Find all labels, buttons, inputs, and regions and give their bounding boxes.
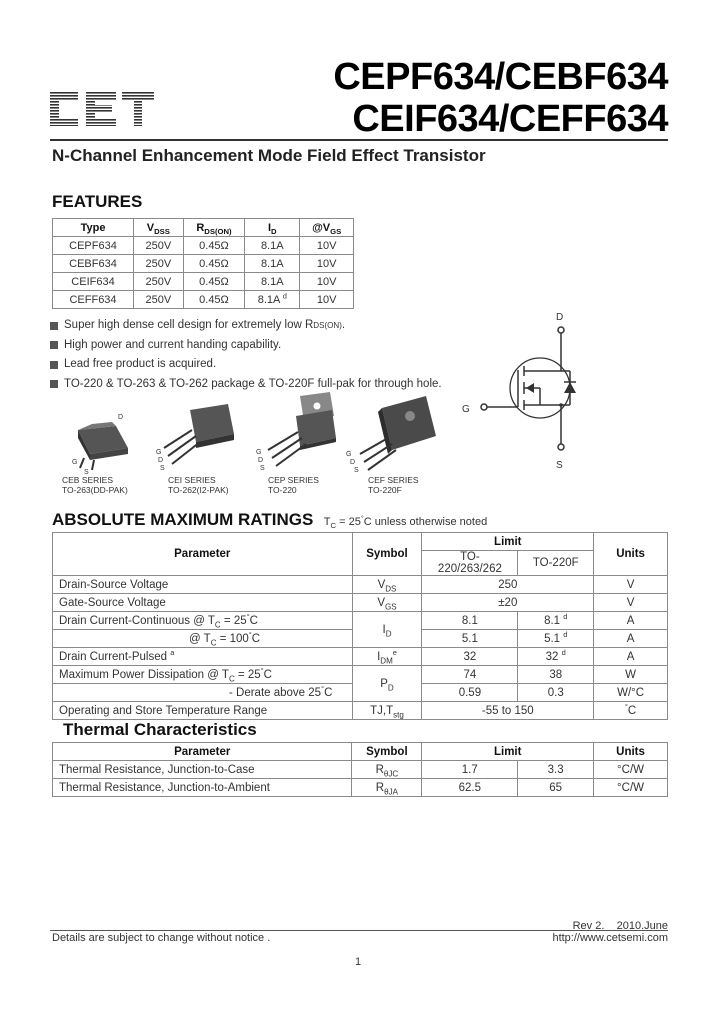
table-header-row: TO-220/263/262 TO-220F xyxy=(53,551,668,576)
bullet-square-icon xyxy=(50,380,58,388)
to263-package-icon xyxy=(62,408,142,474)
svg-text:S: S xyxy=(160,465,165,472)
svg-text:S: S xyxy=(260,465,265,472)
table-row: Operating and Store Temperature Range $TJ,T_{stg}$ -55 to 150 °C xyxy=(53,702,668,720)
svg-text:G: G xyxy=(72,459,78,466)
footer-divider xyxy=(50,930,668,931)
thermal-heading: Thermal Characteristics xyxy=(63,720,257,739)
table-row: CEPF634 250V 0.45Ω 8.1A 10V xyxy=(53,237,354,255)
mosfet-schematic-icon xyxy=(458,308,608,473)
amr-condition-note: $T_C = 25^\circ C$ unless otherwise noted xyxy=(323,514,488,531)
table-header-row xyxy=(53,219,354,237)
page-number: 1 xyxy=(355,956,362,968)
table-row: @ $T_C = 100^\circ C$ 5.1 5.1 $^d$ A xyxy=(53,630,668,648)
list-item: TO-220 & TO-263 & TO-262 package & TO-220F full-pak for through hole. xyxy=(50,375,442,395)
svg-text:G: G xyxy=(346,451,352,458)
list-item: High power and current handing capability. xyxy=(50,336,442,356)
pin-d-label: D xyxy=(556,312,564,323)
svg-text:D: D xyxy=(158,457,164,464)
features-heading: FEATURES xyxy=(52,192,143,211)
package-label-cei: CEI SERIES TO-262(I2-PAK) xyxy=(168,475,229,495)
col-id: $I_D$ xyxy=(245,219,300,237)
svg-text:S: S xyxy=(84,469,89,474)
package-label-ceb: CEB SERIES TO-263(DD-PAK) xyxy=(62,475,128,495)
amr-table xyxy=(52,532,668,720)
table-row: CEFF634 250V 0.45Ω 8.1A $^d$ 10V xyxy=(53,291,354,309)
table-row: Thermal Resistance, Junction-to-Ambient $R_{\theta JA}$ 62.5 65 °C/W xyxy=(53,779,668,797)
svg-text:G: G xyxy=(256,449,262,456)
svg-text:G: G xyxy=(156,449,162,456)
svg-text:S: S xyxy=(354,467,359,474)
features-table xyxy=(52,218,354,309)
svg-text:D: D xyxy=(350,459,356,466)
thermal-table xyxy=(52,742,668,797)
col-rdson: $R_{DS(ON)}$ xyxy=(183,219,245,237)
col-vgs: $@V_{GS}$ xyxy=(300,219,354,237)
part-number-title-2: CEIF634/CEFF634 xyxy=(352,98,668,140)
pin-s-label: S xyxy=(556,460,563,471)
table-row: Drain Current-Pulsed $^a$ $I_{DM}^e$ 32 32 $^d$ A xyxy=(53,648,668,666)
table-header-row: Parameter Symbol Limit Units xyxy=(53,743,668,761)
part-number-title-1: CEPF634/CEBF634 xyxy=(333,56,668,98)
list-item: Super high dense cell design for extremely low R DS(ON) . xyxy=(50,316,442,336)
to262-package-icon xyxy=(150,400,240,476)
svg-text:D: D xyxy=(118,414,124,421)
feature-bullets xyxy=(50,316,442,394)
list-item: Lead free product is acquired. xyxy=(50,355,442,375)
svg-text:D: D xyxy=(258,457,264,464)
website-link[interactable]: http://www.cetsemi.com xyxy=(552,932,668,944)
table-header-row: Parameter Symbol Limit Units xyxy=(53,533,668,551)
col-type: Type xyxy=(53,219,134,237)
table-row: Drain Current-Continuous @ $T_C = 25^\circ C$ $I_D$ 8.1 8.1 $^d$ A xyxy=(53,612,668,630)
disclaimer-text: Details are subject to change without notice . xyxy=(52,932,271,944)
package-label-cep: CEP SERIES TO-220 xyxy=(268,475,319,495)
table-row: Thermal Resistance, Junction-to-Case $R_{\theta JC}$ 1.7 3.3 °C/W xyxy=(53,761,668,779)
revision-date: Rev 2. 2010.June xyxy=(572,920,668,932)
table-row: CEIF634 250V 0.45Ω 8.1A 10V xyxy=(53,273,354,291)
amr-heading: ABSOLUTE MAXIMUM RATINGS xyxy=(52,510,314,529)
to220f-package-icon xyxy=(344,394,444,476)
table-row: - Derate above 25°C 0.59 0.3 W/°C xyxy=(53,684,668,702)
package-label-cef: CEF SERIES TO-220F xyxy=(368,475,419,495)
header-divider xyxy=(50,139,668,141)
bullet-square-icon xyxy=(50,322,58,330)
company-logo xyxy=(50,92,156,126)
table-row: Drain-Source Voltage $V_{DS}$ 250 V xyxy=(53,576,668,594)
amr-heading-row xyxy=(52,510,672,530)
document-subtitle: N-Channel Enhancement Mode Field Effect Transistor xyxy=(52,146,486,165)
to220-package-icon xyxy=(250,392,340,476)
bullet-square-icon xyxy=(50,361,58,369)
table-row: CEBF634 250V 0.45Ω 8.1A 10V xyxy=(53,255,354,273)
table-row: Maximum Power Dissipation @ $T_C = 25^\circ C$ $P_D$ 74 38 W xyxy=(53,666,668,684)
pin-g-label: G xyxy=(462,404,470,415)
table-row: Gate-Source Voltage $V_{GS}$ ±20 V xyxy=(53,594,668,612)
col-vdss: $V_{DSS}$ xyxy=(134,219,184,237)
bullet-square-icon xyxy=(50,341,58,349)
